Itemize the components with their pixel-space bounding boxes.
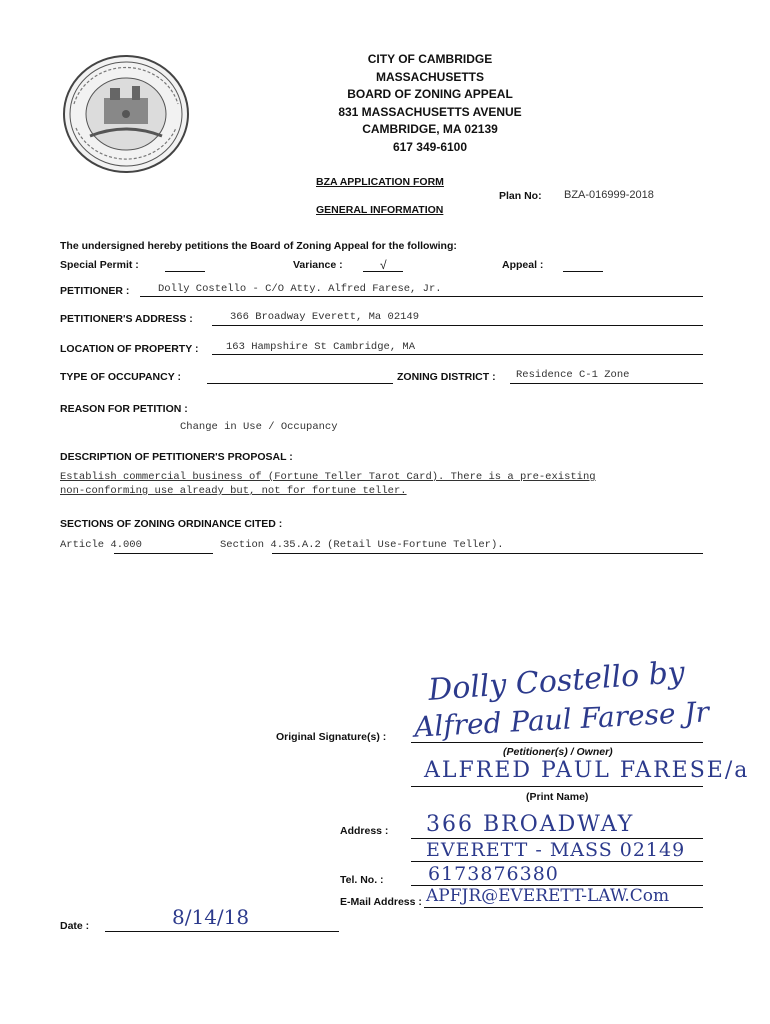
date-label: Date :	[60, 920, 90, 932]
print-name-label: (Print Name)	[526, 791, 589, 803]
occupancy-field[interactable]	[207, 383, 393, 384]
header-line: 831 MASSACHUSETTS AVENUE	[338, 104, 522, 119]
petitioner-owner-label: (Petitioner(s) / Owner)	[503, 746, 613, 758]
zoning-district-field[interactable]	[510, 383, 703, 384]
address-line: EVERETT - MASS 02149	[426, 839, 686, 861]
location-value: 163 Hampshire St Cambridge, MA	[226, 341, 416, 353]
description-line: non-conforming use already but, not for fortune teller.	[60, 485, 407, 497]
print-name-value: ALFRED PAUL FARESE/a	[424, 758, 750, 783]
petitioner-address-field[interactable]	[212, 325, 703, 326]
petitioner-field[interactable]	[140, 296, 703, 297]
signature-line: Alfred Paul Farese Jr	[413, 695, 710, 744]
city-seal	[60, 52, 192, 176]
plan-number-value: BZA-016999-2018	[564, 189, 654, 201]
tel-value: 6173876380	[428, 863, 559, 885]
description-label: DESCRIPTION OF PETITIONER'S PROPOSAL :	[60, 451, 293, 463]
description-line: Establish commercial business of (Fortune Teller Tarot Card). There is a pre-existing	[60, 471, 596, 483]
header-line: CAMBRIDGE, MA 02139	[362, 122, 498, 136]
email-label: E-Mail Address :	[340, 896, 422, 908]
variance-field[interactable]	[363, 271, 403, 272]
email-field[interactable]	[424, 907, 703, 908]
sections-section: Section 4.35.A.2 (Retail Use-Fortune Teller).	[220, 539, 504, 551]
date-value: 8/14/18	[172, 905, 250, 929]
original-signature-label: Original Signature(s) :	[276, 731, 387, 743]
email-value: APFJR@EVERETT-LAW.Com	[426, 886, 670, 906]
form-title: BZA APPLICATION FORM	[316, 176, 444, 188]
sections-article: Article 4.000	[60, 539, 142, 551]
sections-article-field[interactable]	[114, 553, 213, 554]
tel-label: Tel. No. :	[340, 874, 384, 886]
location-label: LOCATION OF PROPERTY :	[60, 343, 199, 355]
header-line: BOARD OF ZONING APPEAL	[347, 87, 513, 101]
zoning-district-label: ZONING DISTRICT :	[397, 371, 496, 383]
sections-label: SECTIONS OF ZONING ORDINANCE CITED :	[60, 518, 283, 530]
variance-label: Variance :	[293, 259, 343, 271]
variance-check: √	[380, 258, 387, 272]
reason-value: Change in Use / Occupancy	[180, 421, 338, 433]
address-field[interactable]	[411, 861, 703, 862]
signature-field[interactable]	[411, 742, 703, 743]
header-line: 617 349-6100	[392, 139, 468, 154]
appeal-field[interactable]	[563, 271, 603, 272]
occupancy-label: TYPE OF OCCUPANCY :	[60, 371, 181, 383]
reason-label: REASON FOR PETITION :	[60, 403, 188, 415]
petitioner-address-label: PETITIONER'S ADDRESS :	[60, 313, 193, 325]
plan-number-label: Plan No:	[499, 190, 542, 202]
header-line: CITY OF CAMBRIDGE	[367, 52, 493, 66]
address-label: Address :	[340, 825, 389, 837]
petitioner-value: Dolly Costello - C/O Atty. Alfred Farese, Jr.	[158, 283, 442, 295]
petitioner-address-value: 366 Broadway Everett, Ma 02149	[230, 311, 420, 323]
section-title: GENERAL INFORMATION	[316, 204, 444, 216]
petitioner-label: PETITIONER :	[60, 285, 130, 297]
special-permit-field[interactable]	[165, 271, 205, 272]
sections-section-field[interactable]	[272, 553, 703, 554]
print-name-field[interactable]	[411, 786, 703, 787]
header-line: MASSACHUSETTS	[375, 69, 484, 84]
special-permit-label: Special Permit :	[60, 259, 139, 271]
zoning-district-value: Residence C-1 Zone	[516, 369, 630, 381]
signature-line: Dolly Costello by	[427, 655, 686, 708]
intro-text: The undersigned hereby petitions the Board of Zoning Appeal for the following:	[60, 240, 457, 252]
address-line: 366 BROADWAY	[426, 812, 635, 837]
location-field[interactable]	[212, 354, 703, 355]
agency-header	[300, 51, 560, 156]
date-field[interactable]	[105, 931, 339, 932]
appeal-label: Appeal :	[502, 259, 544, 271]
